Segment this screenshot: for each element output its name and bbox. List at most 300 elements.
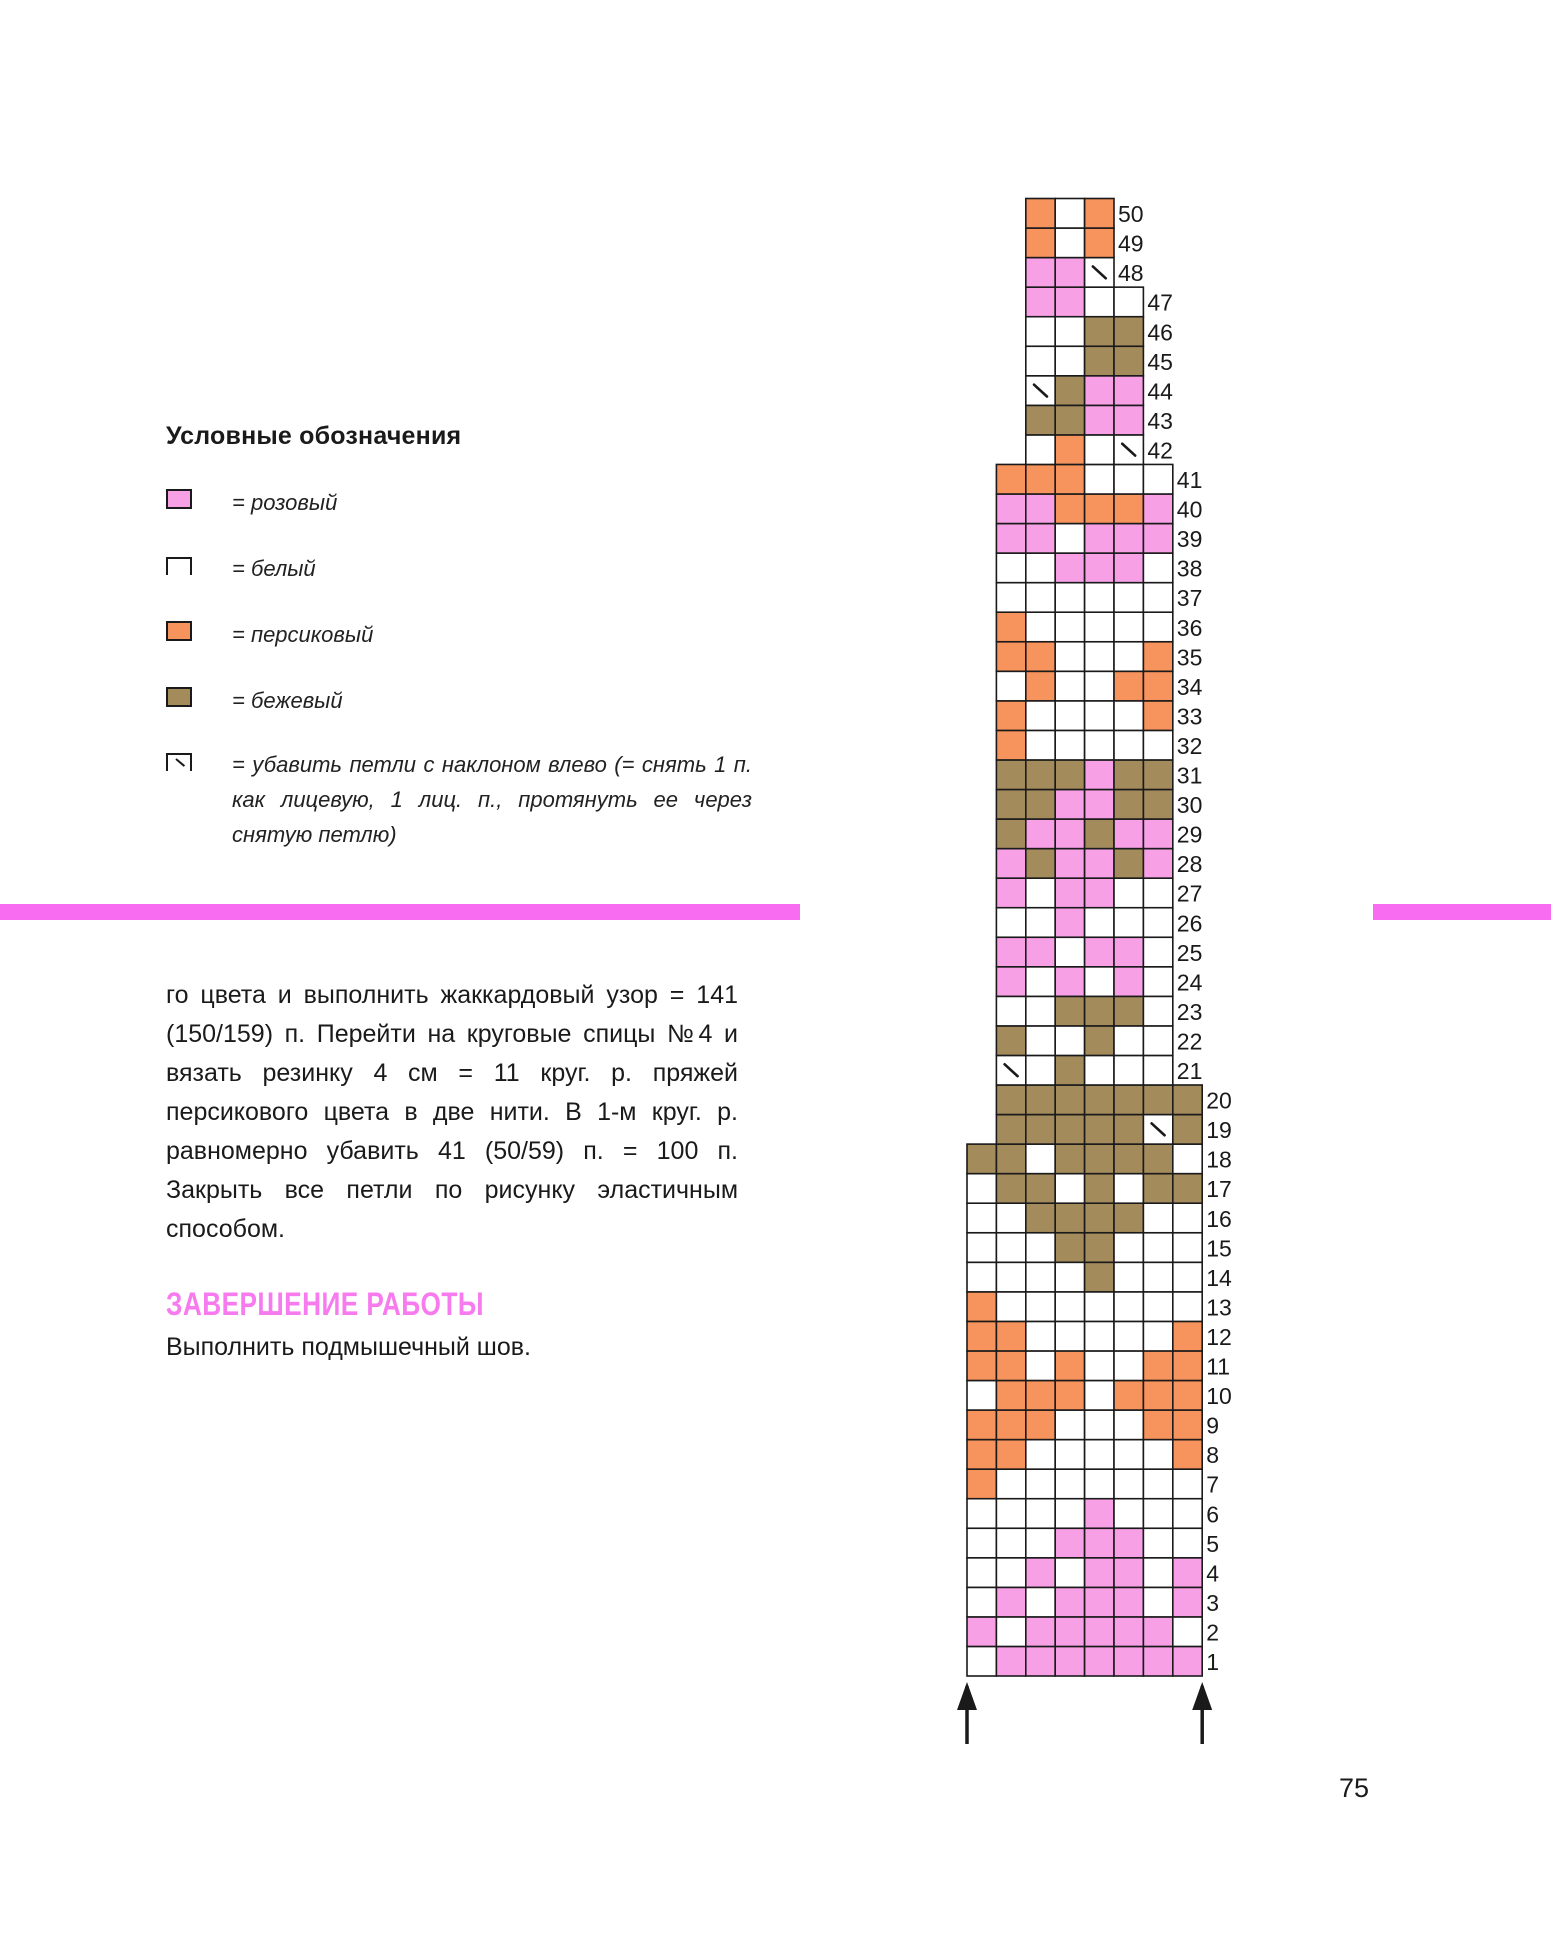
chart-cell [1085, 1321, 1114, 1351]
chart-cell [1114, 583, 1143, 613]
chart-cell [1143, 1351, 1172, 1381]
chart-cell [1114, 1321, 1143, 1351]
chart-cell [1055, 346, 1084, 376]
chart-cell [1085, 1381, 1114, 1411]
chart-cell [1026, 346, 1055, 376]
chart-cell [1085, 553, 1114, 583]
chart-cell [1143, 1558, 1172, 1588]
chart-cell [1114, 1055, 1143, 1085]
chart-cell [1173, 1203, 1202, 1233]
row-number: 6 [1206, 1501, 1219, 1528]
chart-cell [1173, 1292, 1202, 1322]
chart-cell [996, 494, 1025, 524]
chart-cell [1055, 996, 1084, 1026]
chart-cell [1026, 819, 1055, 849]
chart-cell [1114, 642, 1143, 672]
chart-cell [1173, 1469, 1202, 1499]
row-number: 14 [1206, 1264, 1232, 1291]
chart-cell [1055, 1115, 1084, 1145]
chart-cell [996, 937, 1025, 967]
chart-cell [996, 524, 1025, 554]
chart-cell [1055, 1292, 1084, 1322]
chart-cell [1114, 317, 1143, 347]
chart-cell [1085, 937, 1114, 967]
chart-cell [1143, 553, 1172, 583]
chart-cell [1114, 878, 1143, 908]
row-number: 32 [1176, 732, 1203, 759]
chart-cell [1114, 1646, 1143, 1676]
chart-cell [1055, 287, 1084, 317]
chart-cell [1026, 228, 1055, 258]
chart-cell [1026, 701, 1055, 731]
chart-cell [996, 1440, 1025, 1470]
row-number: 34 [1176, 673, 1203, 700]
chart-cell [1114, 849, 1143, 879]
chart-cell [996, 583, 1025, 613]
chart-cell [1114, 1469, 1143, 1499]
chart-cell [996, 1381, 1025, 1411]
chart-cell [1055, 1026, 1084, 1056]
chart-cell [996, 730, 1025, 760]
chart-cell [1055, 908, 1084, 938]
row-number: 47 [1147, 289, 1173, 316]
chart-cell [1055, 612, 1084, 642]
chart-cell [1173, 1351, 1202, 1381]
row-number: 42 [1147, 437, 1173, 464]
chart-cell [996, 701, 1025, 731]
chart-cell [1085, 642, 1114, 672]
chart-cell [996, 642, 1025, 672]
chart-cell [1055, 376, 1084, 406]
row-number: 8 [1206, 1442, 1219, 1469]
chart-cell [1143, 1262, 1172, 1292]
chart-cell [1055, 228, 1084, 258]
chart-cell [1026, 1646, 1055, 1676]
chart-cell [1055, 1203, 1084, 1233]
row-number: 38 [1176, 555, 1203, 582]
chart-cell [1143, 1026, 1172, 1056]
chart-cell [1055, 1558, 1084, 1588]
chart-cell [967, 1587, 996, 1617]
row-number: 20 [1206, 1087, 1232, 1114]
chart-cell [1114, 1262, 1143, 1292]
chart-cell [1055, 1440, 1084, 1470]
chart-cell [1026, 464, 1055, 494]
chart-cell [1085, 1646, 1114, 1676]
chart-cell [1055, 1321, 1084, 1351]
chart-cell [1173, 1410, 1202, 1440]
chart-cell [1026, 258, 1055, 288]
chart-cell [1026, 937, 1055, 967]
chart-cell [1055, 1085, 1084, 1115]
chart-cell [996, 612, 1025, 642]
chart-cell [1085, 612, 1114, 642]
chart-cell [1173, 1144, 1202, 1174]
chart-cell [1143, 642, 1172, 672]
chart-cell [1114, 287, 1143, 317]
chart-cell [1026, 908, 1055, 938]
row-number: 44 [1147, 378, 1173, 405]
chart-cell [1026, 199, 1055, 229]
chart-cell [967, 1351, 996, 1381]
chart-cell [1085, 583, 1114, 613]
chart-cell [1085, 494, 1114, 524]
chart-cell [1173, 1440, 1202, 1470]
chart-cell [1055, 1351, 1084, 1381]
row-number: 3 [1206, 1589, 1219, 1616]
chart-cell [1055, 730, 1084, 760]
chart-cell [1085, 701, 1114, 731]
chart-cell [996, 1203, 1025, 1233]
chart-cell [967, 1558, 996, 1588]
chart-cell [1114, 464, 1143, 494]
chart-cell [1114, 996, 1143, 1026]
chart-cell [1143, 494, 1172, 524]
chart-cell [1143, 996, 1172, 1026]
chart-cell [1055, 1499, 1084, 1529]
chart-cell [1143, 1055, 1172, 1085]
chart-cell [1143, 1321, 1172, 1351]
chart-cell [1085, 287, 1114, 317]
chart-cell [1026, 1469, 1055, 1499]
chart-cell [996, 671, 1025, 701]
chart-cell [1026, 405, 1055, 435]
chart-cell [1114, 760, 1143, 790]
row-number: 29 [1176, 821, 1203, 848]
chart-cell [1055, 553, 1084, 583]
row-number: 45 [1147, 348, 1173, 375]
chart-cell [1026, 1587, 1055, 1617]
legend-title: Условные обозначения [166, 422, 462, 450]
chart-cell [1085, 760, 1114, 790]
chart-cell [1143, 730, 1172, 760]
legend-text-white: = белый [232, 556, 316, 581]
chart-cell [1143, 524, 1172, 554]
body-paragraph: го цвета и выполнить жаккардовый узор = 141 (150/159) п. Перейти на круговые спицы №4 и вязать резинку 4 см = 11 круг. р. пряжей персикового цвета в две нити. В 1-м круг. р. равномерно убавить 41 (50/59) п. = 100 п. Закрыть все петли по рисунку эластичным способом. [166, 981, 738, 1243]
chart-cell [1085, 199, 1114, 229]
arrow-head-icon [1192, 1682, 1212, 1710]
chart-cell [1055, 464, 1084, 494]
chart-cell [996, 1321, 1025, 1351]
chart-cell [1143, 612, 1172, 642]
row-number: 24 [1176, 969, 1203, 996]
chart-cell [1114, 730, 1143, 760]
chart-cell [1085, 1410, 1114, 1440]
chart-cell [1085, 317, 1114, 347]
chart-cell [1085, 1026, 1114, 1056]
row-number: 25 [1176, 939, 1203, 966]
chart-cell [1085, 1558, 1114, 1588]
chart-cell [1143, 464, 1172, 494]
chart-cell [1055, 1528, 1084, 1558]
chart-cell [1114, 790, 1143, 820]
chart-cell [996, 1351, 1025, 1381]
chart-cell [1085, 1085, 1114, 1115]
chart-cell [1173, 1617, 1202, 1647]
chart-cell [1026, 1262, 1055, 1292]
chart-cell [1055, 1469, 1084, 1499]
chart-cell [1055, 1055, 1084, 1085]
chart-cell [1055, 1646, 1084, 1676]
chart-cell [996, 1410, 1025, 1440]
chart-cell [1143, 1440, 1172, 1470]
row-number: 5 [1206, 1530, 1219, 1557]
chart-cell [1143, 967, 1172, 997]
row-number: 27 [1176, 880, 1203, 907]
chart-cell [1026, 435, 1055, 465]
chart-cell [1114, 1292, 1143, 1322]
chart-cell [1114, 1587, 1143, 1617]
chart-cell [1085, 524, 1114, 554]
chart-cell [1085, 1351, 1114, 1381]
chart-cell [1055, 1617, 1084, 1647]
row-number: 15 [1206, 1235, 1232, 1262]
chart-cell [1026, 1381, 1055, 1411]
chart-cell [1143, 1144, 1172, 1174]
chart-cell [967, 1381, 996, 1411]
chart-cell [996, 849, 1025, 879]
chart-cell [1026, 1410, 1055, 1440]
chart-cell [1114, 908, 1143, 938]
chart-cell [1173, 1499, 1202, 1529]
chart-cell [1143, 849, 1172, 879]
chart-cell [1055, 642, 1084, 672]
chart-cell [1114, 405, 1143, 435]
chart-cell [1026, 1292, 1055, 1322]
chart-cell [996, 1528, 1025, 1558]
row-number: 30 [1176, 792, 1203, 819]
chart-cell [1114, 937, 1143, 967]
chart-cell [1026, 878, 1055, 908]
chart-cell [1055, 583, 1084, 613]
row-number: 21 [1176, 1058, 1203, 1084]
row-number: 13 [1206, 1294, 1232, 1321]
chart-cell [1026, 1233, 1055, 1263]
chart-cell [1026, 287, 1055, 317]
chart-cell [1085, 1499, 1114, 1529]
chart-cell [1143, 1381, 1172, 1411]
chart-cell [996, 1292, 1025, 1322]
chart-cell [1085, 671, 1114, 701]
chart-cell [1173, 1262, 1202, 1292]
row-number: 40 [1176, 496, 1203, 523]
chart-cell [1026, 1440, 1055, 1470]
chart-cell [967, 1528, 996, 1558]
chart-cell [996, 1646, 1025, 1676]
row-number: 1 [1206, 1649, 1219, 1675]
chart-cell [1143, 760, 1172, 790]
chart-cell [1085, 376, 1114, 406]
chart-cell [967, 1321, 996, 1351]
page-number: 75 [1339, 1773, 1370, 1803]
chart-cell [1055, 937, 1084, 967]
row-number: 33 [1176, 703, 1203, 730]
chart-cell [1055, 701, 1084, 731]
chart-cell [1173, 1174, 1202, 1204]
chart-cell [1143, 701, 1172, 731]
chart-cell [1085, 1055, 1114, 1085]
chart-cell [996, 996, 1025, 1026]
chart-cell [1085, 346, 1114, 376]
chart-cell [1143, 790, 1172, 820]
chart-cell [1085, 1115, 1114, 1145]
chart-cell [996, 553, 1025, 583]
chart-cell [1085, 878, 1114, 908]
row-number: 9 [1206, 1412, 1219, 1439]
chart-cell [1173, 1558, 1202, 1588]
chart-cell [1085, 1292, 1114, 1322]
chart-cell [1085, 967, 1114, 997]
chart-cell [1026, 1026, 1055, 1056]
chart-cell [1026, 1351, 1055, 1381]
chart-cell [1114, 1351, 1143, 1381]
chart-cell [1085, 1440, 1114, 1470]
legend-text-decrease: = убавить петли с наклоном влево (= снять 1 п. как лицевую, 1 лиц. п., протянуть ее через снятую петлю) [232, 752, 752, 847]
chart-cell [996, 1144, 1025, 1174]
chart-cell [1055, 1381, 1084, 1411]
chart-cell [1026, 849, 1055, 879]
chart-cell [1143, 1617, 1172, 1647]
chart-cell [1055, 1233, 1084, 1263]
chart-cell [996, 464, 1025, 494]
chart-cell [996, 1587, 1025, 1617]
chart-cell [996, 1085, 1025, 1115]
chart-cell [1055, 1144, 1084, 1174]
chart-cell [1143, 1499, 1172, 1529]
chart-cell [996, 908, 1025, 938]
section-title: ЗАВЕРШЕНИЕ РАБОТЫ [166, 1286, 484, 1322]
chart-cell [1143, 819, 1172, 849]
chart-cell [1173, 1233, 1202, 1263]
chart-cell [1026, 1115, 1055, 1145]
chart-cell [1085, 1469, 1114, 1499]
chart-cell [1055, 258, 1084, 288]
row-number: 7 [1206, 1471, 1219, 1498]
chart-cell [967, 1203, 996, 1233]
legend-text-pink: = розовый [232, 490, 338, 515]
chart-cell [1026, 730, 1055, 760]
chart-cell [1055, 524, 1084, 554]
chart-cell [1114, 1410, 1143, 1440]
chart-cell [1143, 671, 1172, 701]
row-number: 37 [1176, 585, 1203, 612]
chart-cell [1026, 996, 1055, 1026]
chart-cell [1026, 1144, 1055, 1174]
chart-cell [1055, 1410, 1084, 1440]
chart-cell [1055, 317, 1084, 347]
chart-cell [1114, 1499, 1143, 1529]
chart-cell [1085, 908, 1114, 938]
chart-cell [1114, 1440, 1143, 1470]
chart-cell [1026, 1558, 1055, 1588]
chart-cell [1114, 1528, 1143, 1558]
chart-cell [1173, 1115, 1202, 1145]
chart-cell [1114, 819, 1143, 849]
chart-cell [996, 760, 1025, 790]
arrow-head-icon [957, 1682, 977, 1710]
chart-cell [1055, 405, 1084, 435]
chart-cell [1114, 1617, 1143, 1647]
chart-cell [996, 967, 1025, 997]
chart-cell [1173, 1321, 1202, 1351]
chart-cell [1114, 1026, 1143, 1056]
row-number: 12 [1206, 1323, 1232, 1350]
chart-cell [967, 1469, 996, 1499]
row-number: 46 [1147, 319, 1173, 346]
chart-cell [1055, 967, 1084, 997]
chart-cell [1026, 1321, 1055, 1351]
row-number: 22 [1176, 1028, 1203, 1055]
chart-cell [1026, 642, 1055, 672]
chart-cell [1055, 199, 1084, 229]
chart-cell [996, 1617, 1025, 1647]
chart-cell [967, 1292, 996, 1322]
legend-text-peach: = персиковый [232, 622, 374, 647]
chart-cell [1026, 760, 1055, 790]
chart-cell [1026, 671, 1055, 701]
chart-cell [1143, 1233, 1172, 1263]
chart-cell [1114, 671, 1143, 701]
row-number: 17 [1206, 1176, 1232, 1203]
chart-cell [996, 1469, 1025, 1499]
chart-cell [1055, 1174, 1084, 1204]
chart-cell [1026, 1174, 1055, 1204]
chart-cell [1114, 1233, 1143, 1263]
chart-cell [1114, 1115, 1143, 1145]
row-number: 23 [1176, 998, 1203, 1025]
chart-cell [1143, 1587, 1172, 1617]
chart-cell [996, 1026, 1025, 1056]
chart-cell [1026, 1617, 1055, 1647]
chart-cell [1085, 996, 1114, 1026]
chart-cell [1026, 1085, 1055, 1115]
chart-cell [1173, 1085, 1202, 1115]
chart-cell [1026, 612, 1055, 642]
row-number: 28 [1176, 851, 1203, 878]
chart-cell [996, 1499, 1025, 1529]
chart-cell [1026, 1203, 1055, 1233]
chart-cell [967, 1499, 996, 1529]
chart-cell [1085, 1617, 1114, 1647]
chart-cell [1026, 967, 1055, 997]
chart-cell [1114, 1144, 1143, 1174]
chart-cell [967, 1617, 996, 1647]
chart-cell [1143, 1203, 1172, 1233]
row-number: 11 [1206, 1353, 1231, 1380]
row-number: 48 [1118, 260, 1144, 287]
chart-cell [996, 878, 1025, 908]
chart-cell [1085, 1203, 1114, 1233]
chart-cell [1114, 1558, 1143, 1588]
row-number: 10 [1206, 1383, 1232, 1410]
chart-cell [1173, 1528, 1202, 1558]
chart-cell [1114, 1203, 1143, 1233]
chart-cell [1055, 790, 1084, 820]
chart-cell [967, 1233, 996, 1263]
chart-cell [1026, 583, 1055, 613]
chart-cell [1026, 524, 1055, 554]
chart-cell [1114, 494, 1143, 524]
chart-cell [996, 1233, 1025, 1263]
chart-cell [996, 1115, 1025, 1145]
chart-cell [1085, 435, 1114, 465]
row-number: 19 [1206, 1117, 1232, 1144]
chart-cell [1143, 878, 1172, 908]
chart-cell [1114, 346, 1143, 376]
chart-cell [1143, 908, 1172, 938]
row-number: 36 [1176, 614, 1203, 641]
chart-cell [967, 1174, 996, 1204]
